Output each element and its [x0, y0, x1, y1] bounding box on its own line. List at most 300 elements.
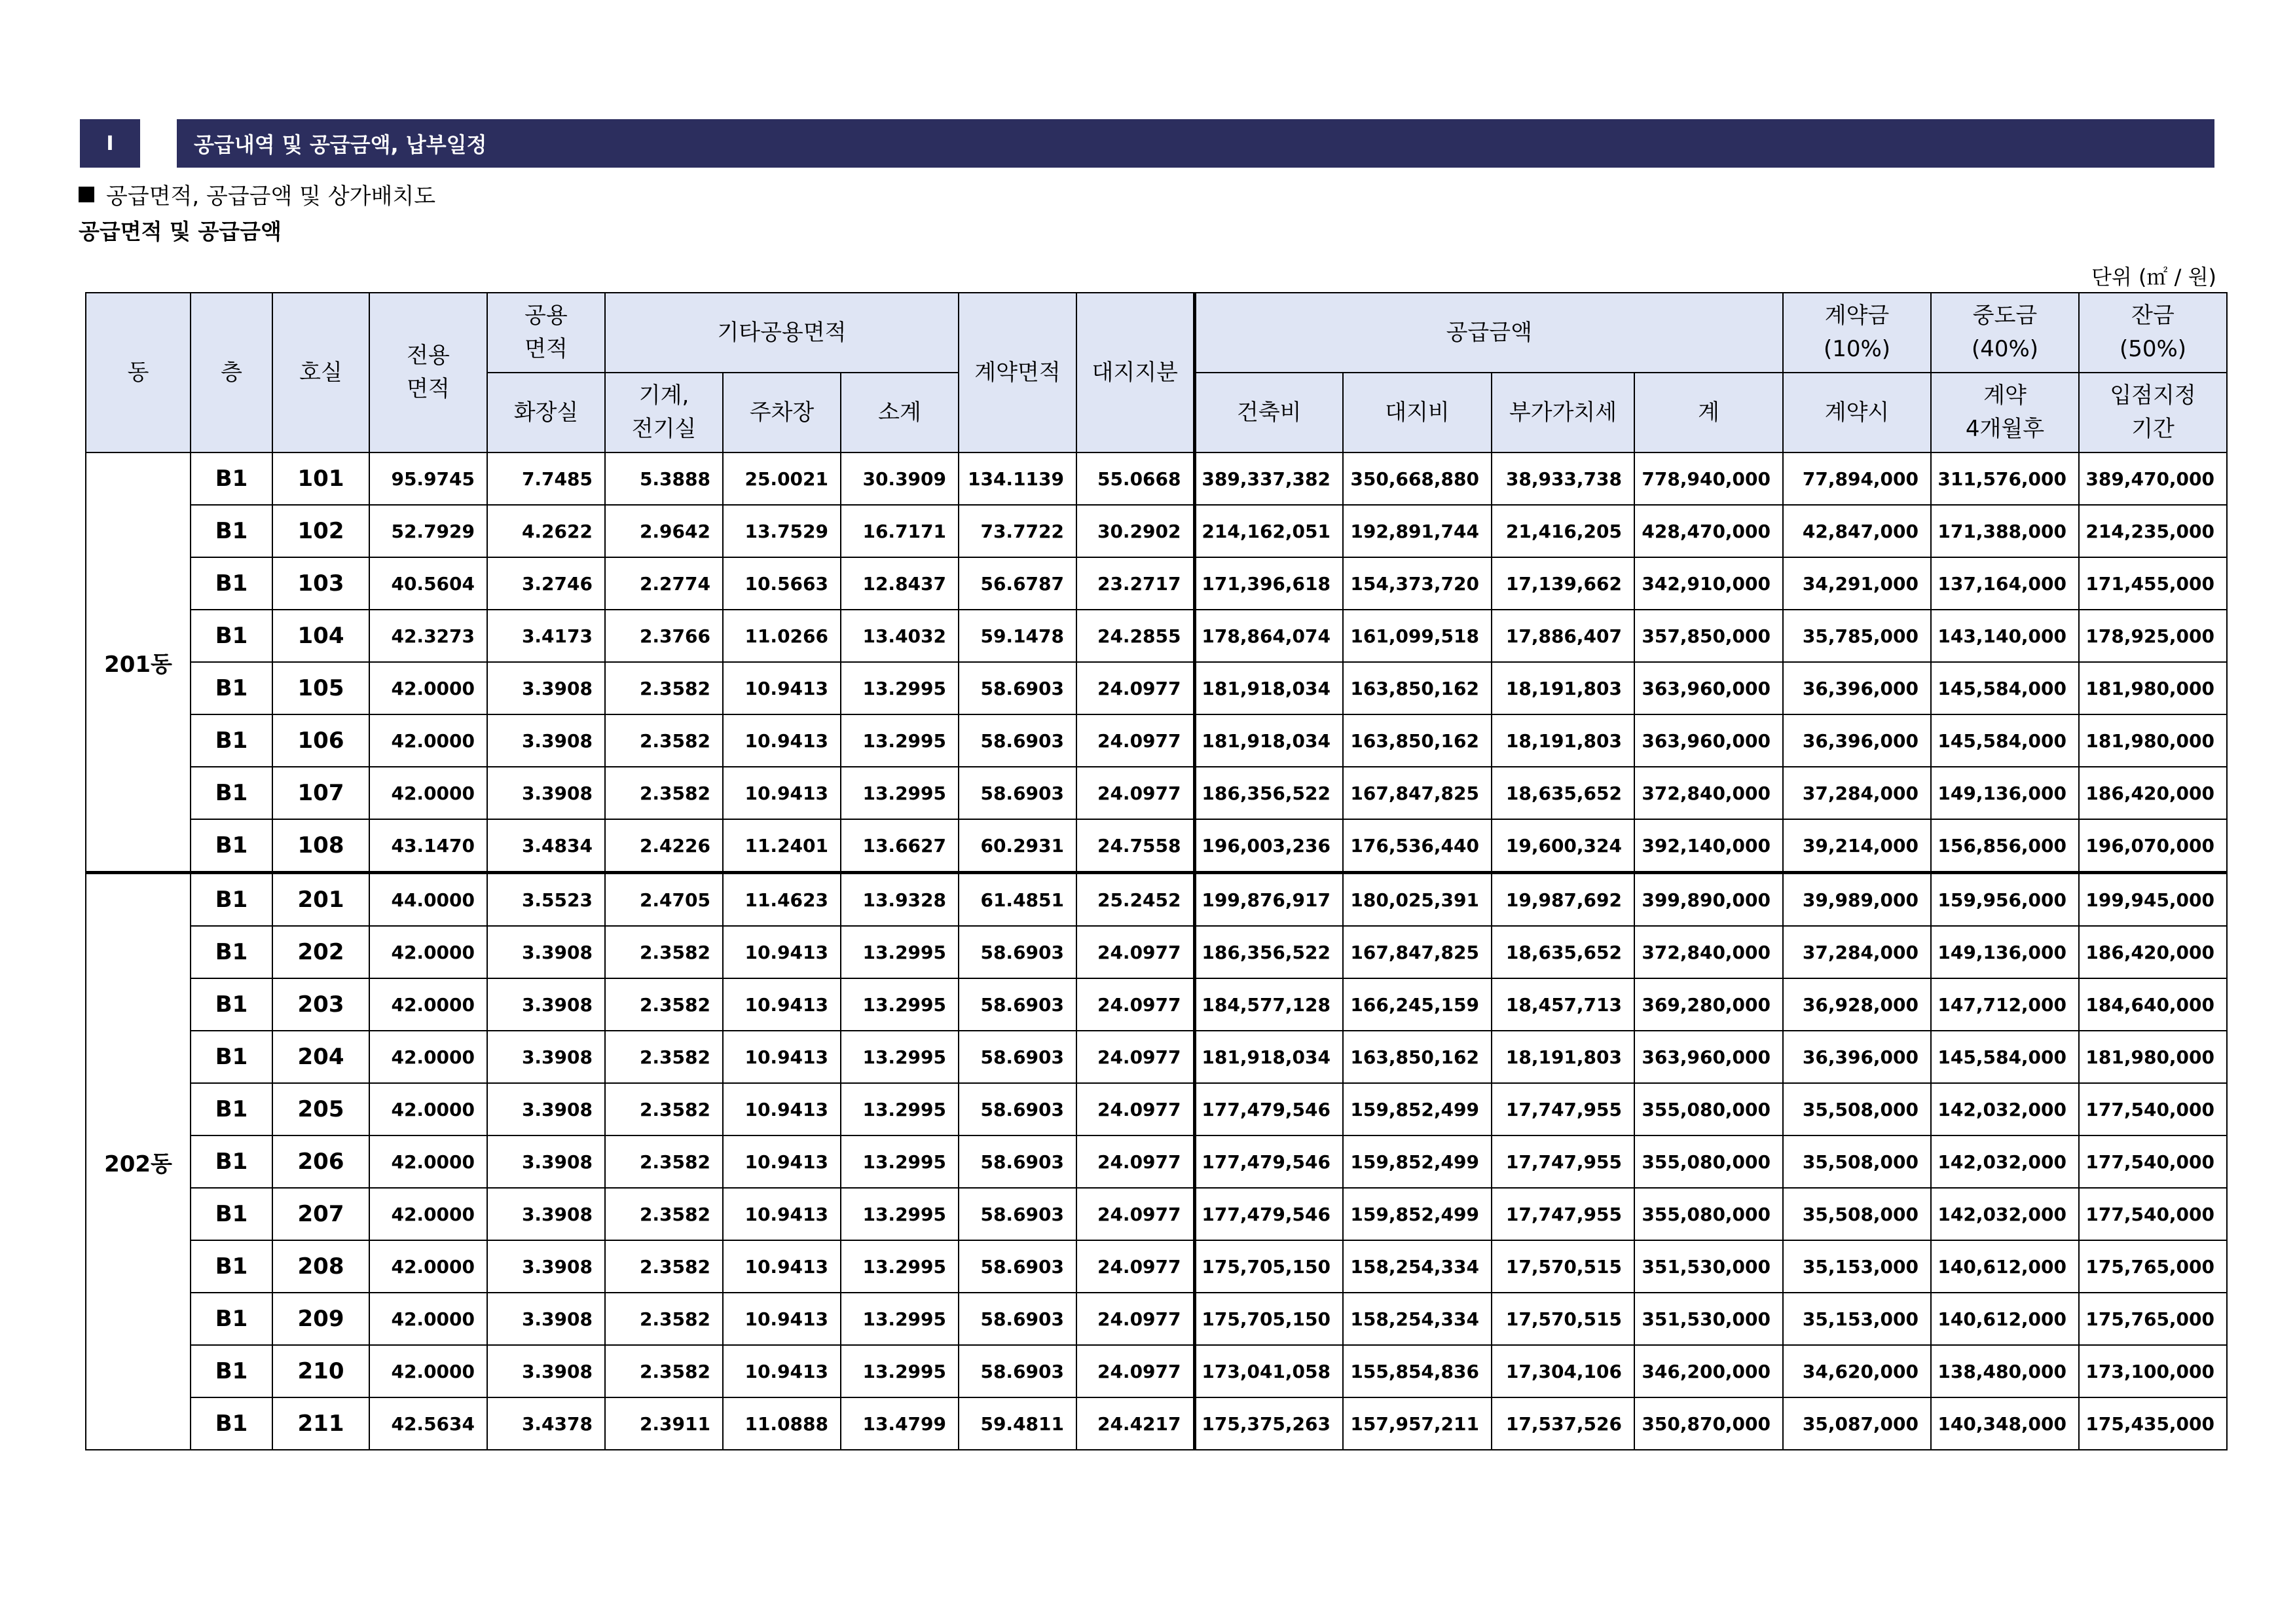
cell-four-months: 140,348,000 — [1931, 1397, 2079, 1450]
section-number: I — [106, 132, 114, 155]
cell-contract-area: 61.4851 — [959, 873, 1076, 927]
cell-exclusive-area: 42.5634 — [369, 1397, 487, 1450]
cell-restroom: 3.3908 — [487, 1345, 605, 1397]
header-contract-area: 계약면적 — [959, 293, 1076, 452]
cell-land-cost: 159,852,499 — [1343, 1188, 1492, 1240]
cell-land-cost: 159,852,499 — [1343, 1135, 1492, 1188]
header-exclusive-area: 전용 면적 — [369, 293, 487, 452]
cell-exclusive-area: 43.1470 — [369, 819, 487, 873]
cell-land-share: 24.0977 — [1076, 978, 1194, 1031]
cell-land-share: 24.0977 — [1076, 926, 1194, 978]
cell-machine-room: 2.3911 — [605, 1397, 723, 1450]
cell-land-share: 25.2452 — [1076, 873, 1194, 927]
cell-four-months: 156,856,000 — [1931, 819, 2079, 873]
cell-subtotal: 16.7171 — [841, 505, 959, 557]
cell-contract-area: 58.6903 — [959, 1293, 1076, 1345]
cell-machine-room: 2.3582 — [605, 1240, 723, 1293]
cell-room: 108 — [272, 819, 369, 873]
header-room: 호실 — [272, 293, 369, 452]
section-title-bar — [80, 119, 2214, 168]
cell-vat: 17,747,955 — [1492, 1188, 1634, 1240]
cell-land-share: 24.0977 — [1076, 1188, 1194, 1240]
cell-restroom: 3.3908 — [487, 1135, 605, 1188]
cell-subtotal: 13.2995 — [841, 714, 959, 767]
cell-four-months: 149,136,000 — [1931, 767, 2079, 819]
header-supply-amount: 공급금액 — [1194, 293, 1783, 373]
cell-move-in: 181,980,000 — [2079, 662, 2227, 714]
cell-exclusive-area: 42.0000 — [369, 714, 487, 767]
cell-land-share: 23.2717 — [1076, 557, 1194, 610]
cell-building-cost: 175,375,263 — [1194, 1397, 1343, 1450]
table-row — [86, 819, 2227, 873]
cell-restroom: 3.3908 — [487, 1083, 605, 1135]
cell-floor: B1 — [191, 926, 272, 978]
table-row — [86, 926, 2227, 978]
cell-machine-room: 2.3582 — [605, 1031, 723, 1083]
table-row — [86, 1345, 2227, 1397]
table-row — [86, 1083, 2227, 1135]
table-row — [86, 1188, 2227, 1240]
cell-land-cost: 167,847,825 — [1343, 926, 1492, 978]
cell-total: 392,140,000 — [1634, 819, 1783, 873]
cell-subtotal: 13.2995 — [841, 1135, 959, 1188]
cell-room: 101 — [272, 452, 369, 505]
cell-restroom: 3.5523 — [487, 873, 605, 927]
cell-total: 355,080,000 — [1634, 1135, 1783, 1188]
cell-contract-area: 58.6903 — [959, 978, 1076, 1031]
cell-four-months: 140,612,000 — [1931, 1240, 2079, 1293]
cell-land-cost: 192,891,744 — [1343, 505, 1492, 557]
cell-exclusive-area: 42.0000 — [369, 662, 487, 714]
cell-vat: 17,139,662 — [1492, 557, 1634, 610]
header-four-months: 계약 4개월후 — [1931, 373, 2079, 452]
cell-restroom: 3.4834 — [487, 819, 605, 873]
cell-subtotal: 12.8437 — [841, 557, 959, 610]
cell-subtotal: 13.2995 — [841, 767, 959, 819]
cell-land-cost: 180,025,391 — [1343, 873, 1492, 927]
cell-vat: 17,537,526 — [1492, 1397, 1634, 1450]
section-title: 공급내역 및 공급금액, 납부일정 — [194, 132, 487, 157]
cell-building-cost: 181,918,034 — [1194, 714, 1343, 767]
cell-subtotal: 13.2995 — [841, 1083, 959, 1135]
cell-four-months: 143,140,000 — [1931, 610, 2079, 662]
cell-at-contract: 36,396,000 — [1783, 662, 1931, 714]
cell-building-cost: 199,876,917 — [1194, 873, 1343, 927]
cell-building-cost: 196,003,236 — [1194, 819, 1343, 873]
cell-parking: 10.9413 — [723, 1083, 841, 1135]
table-row — [86, 1135, 2227, 1188]
cell-floor: B1 — [191, 505, 272, 557]
cell-exclusive-area: 42.0000 — [369, 978, 487, 1031]
cell-move-in: 196,070,000 — [2079, 819, 2227, 873]
cell-building-cost: 175,705,150 — [1194, 1240, 1343, 1293]
cell-subtotal: 13.2995 — [841, 1345, 959, 1397]
cell-machine-room: 2.3582 — [605, 978, 723, 1031]
cell-parking: 10.9413 — [723, 1188, 841, 1240]
cell-restroom: 3.3908 — [487, 1188, 605, 1240]
cell-machine-room: 2.3582 — [605, 926, 723, 978]
cell-contract-area: 58.6903 — [959, 926, 1076, 978]
cell-land-cost: 166,245,159 — [1343, 978, 1492, 1031]
cell-room: 202 — [272, 926, 369, 978]
cell-land-share: 24.0977 — [1076, 767, 1194, 819]
cell-exclusive-area: 42.3273 — [369, 610, 487, 662]
subheading-text: 공급면적, 공급금액 및 상가배치도 — [106, 183, 436, 210]
cell-floor: B1 — [191, 714, 272, 767]
cell-land-cost: 176,536,440 — [1343, 819, 1492, 873]
table-row — [86, 767, 2227, 819]
cell-four-months: 142,032,000 — [1931, 1188, 2079, 1240]
cell-machine-room: 5.3888 — [605, 452, 723, 505]
cell-land-share: 24.0977 — [1076, 1240, 1194, 1293]
table-row — [86, 1397, 2227, 1450]
cell-exclusive-area: 42.0000 — [369, 1031, 487, 1083]
cell-land-share: 24.0977 — [1076, 714, 1194, 767]
cell-machine-room: 2.4226 — [605, 819, 723, 873]
cell-restroom: 3.2746 — [487, 557, 605, 610]
cell-machine-room: 2.3582 — [605, 1188, 723, 1240]
cell-land-share: 24.0977 — [1076, 1345, 1194, 1397]
cell-four-months: 145,584,000 — [1931, 714, 2079, 767]
cell-land-share: 24.2855 — [1076, 610, 1194, 662]
cell-four-months: 145,584,000 — [1931, 662, 2079, 714]
cell-room: 211 — [272, 1397, 369, 1450]
table-row — [86, 873, 2227, 927]
cell-exclusive-area: 52.7929 — [369, 505, 487, 557]
header-deposit: 계약금 (10%) — [1783, 293, 1931, 373]
cell-land-share: 55.0668 — [1076, 452, 1194, 505]
cell-land-cost: 163,850,162 — [1343, 662, 1492, 714]
cell-parking: 10.9413 — [723, 1345, 841, 1397]
cell-four-months: 311,576,000 — [1931, 452, 2079, 505]
cell-subtotal: 13.2995 — [841, 1293, 959, 1345]
cell-room: 201 — [272, 873, 369, 927]
cell-parking: 10.9413 — [723, 1135, 841, 1188]
table-body — [86, 452, 2227, 1450]
cell-land-cost: 350,668,880 — [1343, 452, 1492, 505]
cell-move-in: 186,420,000 — [2079, 767, 2227, 819]
cell-exclusive-area: 42.0000 — [369, 926, 487, 978]
cell-land-cost: 163,850,162 — [1343, 714, 1492, 767]
cell-land-cost: 158,254,334 — [1343, 1240, 1492, 1293]
cell-exclusive-area: 44.0000 — [369, 873, 487, 927]
table-row — [86, 662, 2227, 714]
supply-table — [85, 292, 2228, 1450]
cell-machine-room: 2.3766 — [605, 610, 723, 662]
cell-subtotal: 13.2995 — [841, 662, 959, 714]
cell-contract-area: 58.6903 — [959, 714, 1076, 767]
cell-land-cost: 161,099,518 — [1343, 610, 1492, 662]
cell-total: 351,530,000 — [1634, 1240, 1783, 1293]
cell-move-in: 178,925,000 — [2079, 610, 2227, 662]
cell-subtotal: 13.2995 — [841, 1240, 959, 1293]
cell-move-in: 214,235,000 — [2079, 505, 2227, 557]
cell-contract-area: 60.2931 — [959, 819, 1076, 873]
cell-at-contract: 35,087,000 — [1783, 1397, 1931, 1450]
cell-total: 778,940,000 — [1634, 452, 1783, 505]
cell-total: 363,960,000 — [1634, 1031, 1783, 1083]
cell-land-share: 24.0977 — [1076, 1293, 1194, 1345]
cell-vat: 18,635,652 — [1492, 926, 1634, 978]
cell-floor: B1 — [191, 978, 272, 1031]
cell-contract-area: 59.4811 — [959, 1397, 1076, 1450]
cell-contract-area: 59.1478 — [959, 610, 1076, 662]
cell-move-in: 175,435,000 — [2079, 1397, 2227, 1450]
cell-parking: 10.5663 — [723, 557, 841, 610]
cell-parking: 11.0888 — [723, 1397, 841, 1450]
cell-move-in: 177,540,000 — [2079, 1135, 2227, 1188]
cell-contract-area: 134.1139 — [959, 452, 1076, 505]
cell-machine-room: 2.3582 — [605, 1083, 723, 1135]
header-land-share: 대지지분 — [1076, 293, 1194, 452]
cell-floor: B1 — [191, 1083, 272, 1135]
cell-move-in: 177,540,000 — [2079, 1083, 2227, 1135]
cell-parking: 10.9413 — [723, 662, 841, 714]
cell-vat: 17,886,407 — [1492, 610, 1634, 662]
cell-floor: B1 — [191, 1293, 272, 1345]
title-divider — [140, 119, 177, 168]
cell-at-contract: 35,153,000 — [1783, 1240, 1931, 1293]
cell-land-cost: 155,854,836 — [1343, 1345, 1492, 1397]
cell-building-cost: 186,356,522 — [1194, 767, 1343, 819]
cell-machine-room: 2.4705 — [605, 873, 723, 927]
cell-building-cost: 181,918,034 — [1194, 1031, 1343, 1083]
header-parking: 주차장 — [723, 373, 841, 452]
cell-building-cost: 178,864,074 — [1194, 610, 1343, 662]
cell-total: 357,850,000 — [1634, 610, 1783, 662]
cell-subtotal: 13.6627 — [841, 819, 959, 873]
cell-exclusive-area: 42.0000 — [369, 1240, 487, 1293]
cell-vat: 17,570,515 — [1492, 1293, 1634, 1345]
cell-building-cost: 214,162,051 — [1194, 505, 1343, 557]
cell-floor: B1 — [191, 1240, 272, 1293]
cell-floor: B1 — [191, 662, 272, 714]
cell-move-in: 181,980,000 — [2079, 1031, 2227, 1083]
cell-restroom: 3.3908 — [487, 978, 605, 1031]
cell-restroom: 3.3908 — [487, 926, 605, 978]
cell-subtotal: 13.2995 — [841, 1188, 959, 1240]
header-common-area: 공용 면적 — [487, 293, 605, 373]
cell-contract-area: 58.6903 — [959, 662, 1076, 714]
cell-four-months: 145,584,000 — [1931, 1031, 2079, 1083]
cell-subtotal: 30.3909 — [841, 452, 959, 505]
cell-subtotal: 13.4799 — [841, 1397, 959, 1450]
cell-floor: B1 — [191, 1345, 272, 1397]
cell-move-in: 389,470,000 — [2079, 452, 2227, 505]
cell-machine-room: 2.9642 — [605, 505, 723, 557]
cell-parking: 11.2401 — [723, 819, 841, 873]
cell-vat: 17,747,955 — [1492, 1083, 1634, 1135]
cell-vat: 18,191,803 — [1492, 714, 1634, 767]
header-floor: 층 — [191, 293, 272, 452]
cell-subtotal: 13.2995 — [841, 978, 959, 1031]
cell-parking: 25.0021 — [723, 452, 841, 505]
cell-parking: 10.9413 — [723, 1293, 841, 1345]
cell-at-contract: 39,989,000 — [1783, 873, 1931, 927]
cell-four-months: 140,612,000 — [1931, 1293, 2079, 1345]
cell-parking: 10.9413 — [723, 1240, 841, 1293]
cell-vat: 18,457,713 — [1492, 978, 1634, 1031]
cell-at-contract: 36,396,000 — [1783, 714, 1931, 767]
cell-machine-room: 2.3582 — [605, 1293, 723, 1345]
cell-vat: 18,191,803 — [1492, 662, 1634, 714]
square-bullet-icon — [79, 187, 94, 202]
cell-building-cost: 389,337,382 — [1194, 452, 1343, 505]
cell-contract-area: 58.6903 — [959, 767, 1076, 819]
cell-parking: 10.9413 — [723, 767, 841, 819]
cell-restroom: 7.7485 — [487, 452, 605, 505]
cell-room: 103 — [272, 557, 369, 610]
cell-land-share: 30.2902 — [1076, 505, 1194, 557]
cell-land-share: 24.0977 — [1076, 1031, 1194, 1083]
cell-four-months: 159,956,000 — [1931, 873, 2079, 927]
cell-machine-room: 2.3582 — [605, 714, 723, 767]
cell-building-cost: 177,479,546 — [1194, 1188, 1343, 1240]
cell-floor: B1 — [191, 819, 272, 873]
table-row — [86, 1031, 2227, 1083]
cell-exclusive-area: 42.0000 — [369, 1293, 487, 1345]
cell-parking: 11.0266 — [723, 610, 841, 662]
subheading — [79, 178, 435, 210]
cell-at-contract: 35,153,000 — [1783, 1293, 1931, 1345]
table-row — [86, 610, 2227, 662]
cell-four-months: 142,032,000 — [1931, 1135, 2079, 1188]
cell-floor: B1 — [191, 610, 272, 662]
cell-exclusive-area: 42.0000 — [369, 1345, 487, 1397]
cell-building-cost: 173,041,058 — [1194, 1345, 1343, 1397]
cell-total: 351,530,000 — [1634, 1293, 1783, 1345]
header-balance: 잔금 (50%) — [2079, 293, 2227, 373]
cell-move-in: 175,765,000 — [2079, 1293, 2227, 1345]
cell-room: 210 — [272, 1345, 369, 1397]
cell-four-months: 138,480,000 — [1931, 1345, 2079, 1397]
table-row — [86, 1293, 2227, 1345]
cell-total: 346,200,000 — [1634, 1345, 1783, 1397]
cell-vat: 17,304,106 — [1492, 1345, 1634, 1397]
cell-machine-room: 2.3582 — [605, 767, 723, 819]
cell-total: 355,080,000 — [1634, 1083, 1783, 1135]
cell-at-contract: 42,847,000 — [1783, 505, 1931, 557]
cell-room: 104 — [272, 610, 369, 662]
cell-floor: B1 — [191, 1135, 272, 1188]
cell-total: 355,080,000 — [1634, 1188, 1783, 1240]
table-row — [86, 452, 2227, 505]
table-row — [86, 557, 2227, 610]
cell-floor: B1 — [191, 452, 272, 505]
cell-four-months: 137,164,000 — [1931, 557, 2079, 610]
cell-room: 206 — [272, 1135, 369, 1188]
cell-machine-room: 2.3582 — [605, 662, 723, 714]
header-restroom: 화장실 — [487, 373, 605, 452]
cell-machine-room: 2.2774 — [605, 557, 723, 610]
cell-restroom: 3.3908 — [487, 767, 605, 819]
cell-at-contract: 39,214,000 — [1783, 819, 1931, 873]
cell-machine-room: 2.3582 — [605, 1345, 723, 1397]
cell-dong: 201동 — [86, 452, 191, 873]
cell-room: 209 — [272, 1293, 369, 1345]
cell-vat: 17,747,955 — [1492, 1135, 1634, 1188]
cell-four-months: 171,388,000 — [1931, 505, 2079, 557]
cell-parking: 11.4623 — [723, 873, 841, 927]
cell-move-in: 171,455,000 — [2079, 557, 2227, 610]
table-row — [86, 505, 2227, 557]
cell-total: 350,870,000 — [1634, 1397, 1783, 1450]
cell-exclusive-area: 42.0000 — [369, 1083, 487, 1135]
cell-restroom: 4.2622 — [487, 505, 605, 557]
cell-contract-area: 58.6903 — [959, 1135, 1076, 1188]
cell-room: 107 — [272, 767, 369, 819]
header-interim: 중도금 (40%) — [1931, 293, 2079, 373]
cell-building-cost: 177,479,546 — [1194, 1135, 1343, 1188]
cell-room: 204 — [272, 1031, 369, 1083]
cell-room: 106 — [272, 714, 369, 767]
cell-vat: 19,600,324 — [1492, 819, 1634, 873]
cell-parking: 13.7529 — [723, 505, 841, 557]
cell-total: 372,840,000 — [1634, 926, 1783, 978]
cell-exclusive-area: 95.9745 — [369, 452, 487, 505]
cell-dong: 202동 — [86, 873, 191, 1450]
cell-vat: 38,933,738 — [1492, 452, 1634, 505]
cell-land-share: 24.0977 — [1076, 662, 1194, 714]
header-total: 계 — [1634, 373, 1783, 452]
cell-parking: 10.9413 — [723, 926, 841, 978]
cell-vat: 17,570,515 — [1492, 1240, 1634, 1293]
cell-exclusive-area: 42.0000 — [369, 767, 487, 819]
cell-building-cost: 186,356,522 — [1194, 926, 1343, 978]
cell-restroom: 3.3908 — [487, 662, 605, 714]
cell-total: 369,280,000 — [1634, 978, 1783, 1031]
cell-land-share: 24.0977 — [1076, 1135, 1194, 1188]
header-at-contract: 계약시 — [1783, 373, 1931, 452]
cell-move-in: 184,640,000 — [2079, 978, 2227, 1031]
cell-contract-area: 73.7722 — [959, 505, 1076, 557]
cell-vat: 21,416,205 — [1492, 505, 1634, 557]
cell-room: 205 — [272, 1083, 369, 1135]
cell-four-months: 142,032,000 — [1931, 1083, 2079, 1135]
cell-room: 207 — [272, 1188, 369, 1240]
cell-exclusive-area: 40.5604 — [369, 557, 487, 610]
cell-room: 105 — [272, 662, 369, 714]
cell-move-in: 181,980,000 — [2079, 714, 2227, 767]
cell-move-in: 173,100,000 — [2079, 1345, 2227, 1397]
cell-machine-room: 2.3582 — [605, 1135, 723, 1188]
cell-contract-area: 58.6903 — [959, 1031, 1076, 1083]
cell-contract-area: 58.6903 — [959, 1345, 1076, 1397]
cell-at-contract: 77,894,000 — [1783, 452, 1931, 505]
cell-contract-area: 58.6903 — [959, 1240, 1076, 1293]
cell-floor: B1 — [191, 557, 272, 610]
cell-restroom: 3.3908 — [487, 714, 605, 767]
cell-total: 428,470,000 — [1634, 505, 1783, 557]
cell-subtotal: 13.4032 — [841, 610, 959, 662]
cell-move-in: 175,765,000 — [2079, 1240, 2227, 1293]
cell-land-cost: 158,254,334 — [1343, 1293, 1492, 1345]
cell-land-cost: 159,852,499 — [1343, 1083, 1492, 1135]
cell-four-months: 147,712,000 — [1931, 978, 2079, 1031]
cell-building-cost: 177,479,546 — [1194, 1083, 1343, 1135]
cell-at-contract: 36,396,000 — [1783, 1031, 1931, 1083]
cell-at-contract: 35,508,000 — [1783, 1188, 1931, 1240]
cell-contract-area: 58.6903 — [959, 1188, 1076, 1240]
cell-floor: B1 — [191, 1031, 272, 1083]
cell-parking: 10.9413 — [723, 978, 841, 1031]
cell-subtotal: 13.2995 — [841, 1031, 959, 1083]
cell-total: 342,910,000 — [1634, 557, 1783, 610]
table-subtitle: 공급면적 및 공급금액 — [79, 219, 282, 244]
cell-room: 208 — [272, 1240, 369, 1293]
cell-at-contract: 35,508,000 — [1783, 1135, 1931, 1188]
header-land-cost: 대지비 — [1343, 373, 1492, 452]
